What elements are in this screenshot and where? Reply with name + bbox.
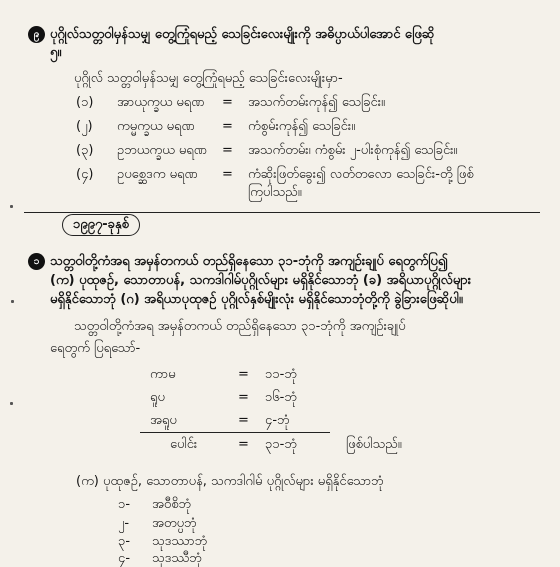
year-label: ၁၉၉၇-ခုနှစ် <box>62 214 140 236</box>
list-item-num: ၃- <box>118 534 131 549</box>
answer-intro-line2: ရေတွက် ပြရသော်- <box>50 341 141 356</box>
row-4-num: (၄) <box>76 167 94 182</box>
list-item-num: ၂- <box>118 516 130 531</box>
list-item-num: ၁- <box>118 497 131 512</box>
total-note: ဖြစ်ပါသည်။ <box>346 437 402 452</box>
total-eq: = <box>238 437 249 452</box>
row-3-eq: = <box>222 143 233 158</box>
row-1-num: (၁) <box>76 95 94 110</box>
question-text-line1: ပုဂ္ဂိုလ်သတ္တဝါမှန်သမျှ တွေ့ကြုံရမည့် သေခြင်းလေးမျိုးကို အဓိပ္ပာယ်ပါအောင် ဖြေဆို <box>50 27 435 42</box>
row-2-num: (၂) <box>76 119 93 134</box>
table-row-eq: = <box>238 390 249 405</box>
table-row-value: ၁၁-ဘုံ <box>265 367 297 382</box>
list-item-text: အတပ္ပဘုံ <box>152 516 197 531</box>
row-4-def: ကံဆိုးဖြတ်ခွေး၍ လတ်တလော သေခြင်း-တို့ ဖြစ် <box>248 167 474 182</box>
table-row-name: ကာမ <box>150 367 176 382</box>
list-item-text: အဝီစိဘုံ <box>152 497 192 512</box>
list-item-text: သုဒဿီဘုံ <box>152 551 202 566</box>
list-item-text: သုဒဿာဘုံ <box>152 534 208 549</box>
question-number-badge: ၉ <box>28 26 45 43</box>
row-3-num: (၃) <box>76 143 94 158</box>
total-rule <box>140 432 330 433</box>
list-item-num: ၄- <box>118 551 131 566</box>
row-3-def: အသက်တမ်း၊ ကံစွမ်း ၂-ပါးစုံကုန်၍ သေခြင်း။ <box>248 143 458 158</box>
table-row-eq: = <box>238 367 249 382</box>
print-mark <box>10 402 13 405</box>
row-2-def: ကံစွမ်းကုန်၍ သေခြင်း။ <box>248 119 356 134</box>
print-mark <box>10 205 13 208</box>
question-text-line1: သတ္တဝါတို့ကံအရ အမှန်တကယ် တည်ရှိနေသော ၃၁-ဘုံကို အကျဉ်းချုပ် ရေတွက်ပြ၍ <box>50 254 448 269</box>
row-4-term: ဥပစ္ဆေဒက မရဏ <box>117 167 198 182</box>
question-text-line2: ၅။ <box>50 45 62 60</box>
table-row-name: ရူပ <box>150 390 165 405</box>
row-1-term: အာယုက္ခယ မရဏ <box>117 95 205 110</box>
print-mark <box>11 300 14 303</box>
question-text-line2: (က) ပုထုဇဉ်, သောတာပန်, သကဒါဂါမ်ပုဂ္ဂိုလ်များ မရှိနိုင်သောဘုံ (ခ) အရိယာပုဂ္ဂိုလ်များ <box>50 273 471 288</box>
total-name: ပေါင်း <box>170 437 198 452</box>
question-text-line3: မရှိနိုင်သောဘုံ (ဂ) အရိယာပုထုဇဉ် ပုဂ္ဂိုလ်နှစ်မျိုးလုံး မရှိနိုင်သောဘုံတို့ကို ခွဲခြားဖြေဆိုပါ။ <box>50 292 463 307</box>
row-2-term: ကမ္မက္ခယ မရဏ <box>117 119 195 134</box>
row-1-eq: = <box>222 95 233 110</box>
row-3-term: ဥဘယက္ခယ မရဏ <box>117 143 207 158</box>
row-4-eq: = <box>222 167 233 182</box>
section-divider <box>24 212 540 213</box>
table-row-name: အရူပ <box>150 413 177 428</box>
table-row-value: ၄-ဘုံ <box>265 413 290 428</box>
answer-intro-line1: သတ္တဝါတို့ကံအရ အမှန်တကယ် တည်ရှိနေသော ၃၁-ဘုံကို အကျဉ်းချုပ် <box>74 319 406 334</box>
question-number-badge: ၁ <box>28 253 45 270</box>
answer-intro: ပုဂ္ဂိုလ် သတ္တဝါမှန်သမျှ တွေ့ကြုံရမည့် သေခြင်းလေးမျိုးမှာ- <box>74 71 343 86</box>
total-value: ၃၁-ဘုံ <box>265 437 297 452</box>
table-row-eq: = <box>238 413 249 428</box>
row-1-def: အသက်တမ်းကုန်၍ သေခြင်း။ <box>248 95 385 110</box>
row-2-eq: = <box>222 119 233 134</box>
row-4-def-cont: ကြပါသည်။ <box>248 185 302 200</box>
table-row-value: ၁၆-ဘုံ <box>265 390 297 405</box>
sub-heading: (က) ပုထုဇဉ်, သောတာပန်, သကဒါဂါမ် ပုဂ္ဂိုလ်များ မရှိနိုင်သောဘုံ <box>76 474 384 489</box>
